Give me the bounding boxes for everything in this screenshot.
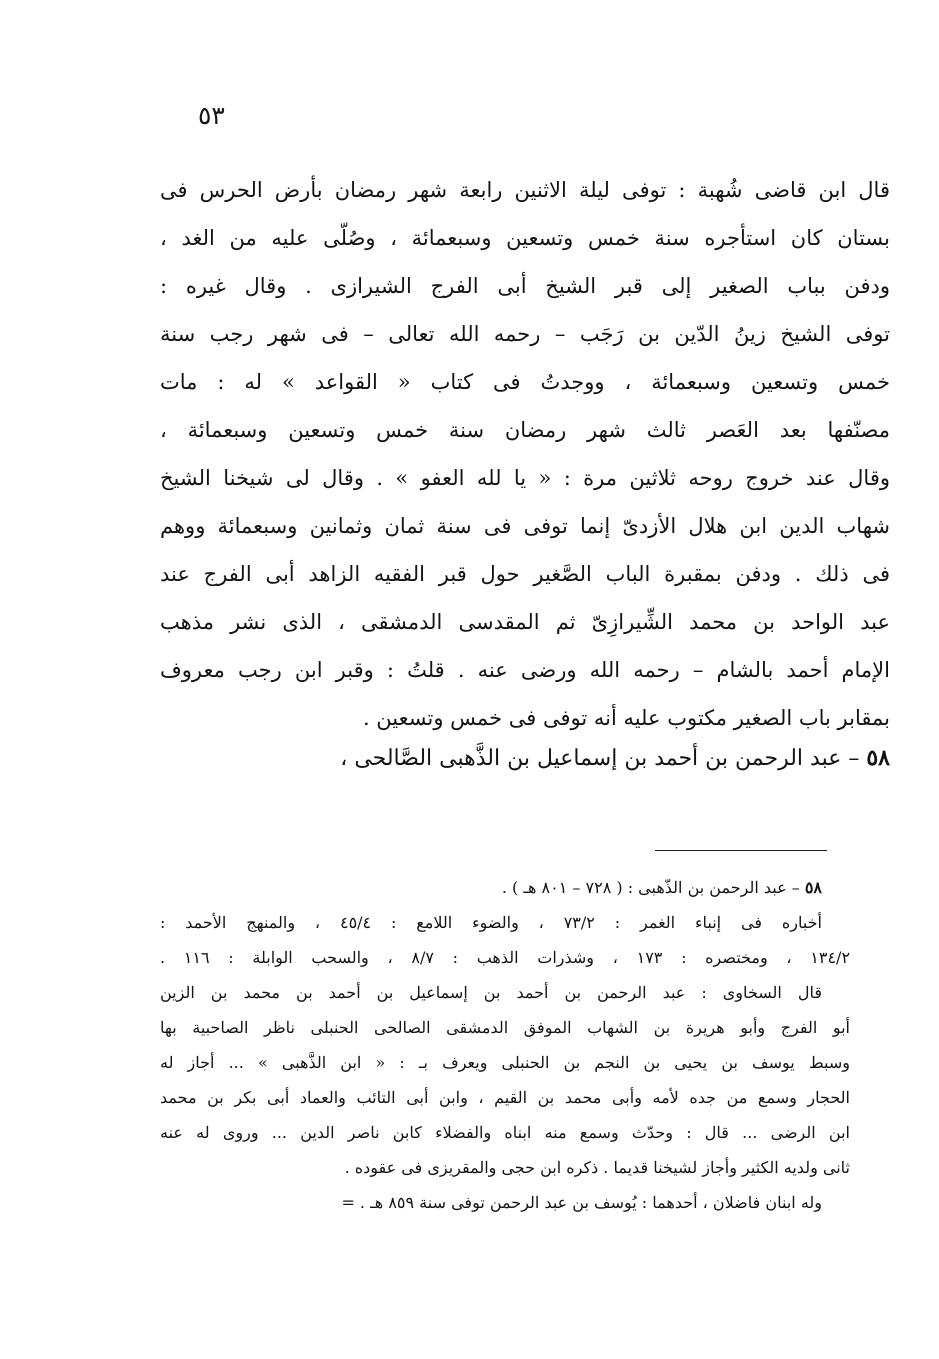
main-text-line: فى ذلك . ودفن بمقبرة الباب الصَّغير حول قبر الفقيه الزاهد أبى الفرج عند xyxy=(160,562,890,586)
entry-heading xyxy=(200,733,890,784)
main-text-block xyxy=(160,166,890,742)
footnote-heading xyxy=(160,870,850,905)
main-text-line: قال ابن قاضى شُهبة : توفى ليلة الاثنين رابعة شهر رمضان بأرض الحرس فى xyxy=(160,178,890,202)
footnote-line: وسبط يوسف بن يحيى بن النجم بن الحنبلى ويعرف بـ : « ابن الذَّهبى » ... أجاز له xyxy=(160,1053,850,1072)
main-text-line: عبد الواحد بن محمد الشِّيرازِىّ ثم المقدسى الدمشقى ، الذى نشر مذهب xyxy=(160,610,890,634)
footnote-line: ١٣٤/٢ ، ومختصره : ١٧٣ ، وشذرات الذهب : ٨/٧ ، والسحب الوابلة : ١١٦ . xyxy=(160,948,850,967)
footnote-line: ثانى ولديه الكثير وأجاز لشيخنا قديما . ذكره ابن حجى والمقريزى فى عقوده . xyxy=(344,1158,850,1177)
footnotes-block xyxy=(160,870,850,1220)
entry-name: عبد الرحمن بن أحمد بن إسماعيل بن الذَّهبى الصَّالحى ، xyxy=(340,746,842,771)
main-text-line: مصنّفها بعد العَصر ثالث شهر رمضان سنة خمس وتسعين وسبعمائة ، xyxy=(160,418,890,442)
main-text-line: توفى الشيخ زينُ الدّين بن رَجَب – رحمه الله تعالى – فى شهر رجب سنة xyxy=(160,322,890,346)
footnote-line: قال السخاوى : عبد الرحمن بن أحمد بن إسماعيل بن أحمد بن محمد بن الزين xyxy=(160,983,822,1002)
footnote-line: وله ابنان فاضلان ، أحدهما : يُوسف بن عبد الرحمن توفى سنة ٨٥٩ هـ . = xyxy=(341,1193,822,1212)
page-number: ٥٣ xyxy=(198,101,225,130)
main-text-line: خمس وتسعين وسبعمائة ، ووجدتُ فى كتاب « القواعد » له : مات xyxy=(160,370,890,394)
entry-dash: – xyxy=(848,746,860,771)
footnote-line: ابن الرضى ... قال : وحدّث وسمع منه ابناه والفضلاء كابن ناصر الدين ... وروى له عنه xyxy=(160,1123,850,1142)
footnote-line: أبو الفرج وأبو هريرة بن الشهاب الموفق الدمشقى الصالحى الحنبلى ناظر الصاحبية بها xyxy=(160,1018,850,1037)
footnote-heading-text: – عبد الرحمن بن الذّهبى : ( ٧٢٨ – ٨٠١ هـ ) . xyxy=(501,878,800,897)
main-text-line: بمقابر باب الصغير مكتوب عليه أنه توفى فى خمس وتسعين . xyxy=(362,706,890,730)
main-text-line: ودفن بباب الصغير إلى قبر الشيخ أبى الفرج الشيرازى . وقال غيره : xyxy=(160,274,890,298)
footnote-line: أخباره فى إنباء الغمر : ٧٣/٢ ، والضوء اللامع : ٤٥/٤ ، والمنهج الأحمد : xyxy=(160,913,822,932)
footnote-number: ٥٨ xyxy=(804,878,822,897)
main-text-line: وقال عند خروج روحه ثلاثين مرة : « يا لله العفو » . وقال لى شيخنا الشيخ xyxy=(160,466,890,490)
main-text-line: الإمام أحمد بالشام – رحمه الله ورضى عنه . قلتُ : وقبر ابن رجب معروف xyxy=(160,658,890,682)
main-text-line: بستان كان استأجره سنة خمس وتسعين وسبعمائة ، وصُلّى عليه من الغد ، xyxy=(160,226,890,250)
entry-number: ٥٨ xyxy=(866,745,890,771)
footnote-line: الحجار وسمع من جده لأمه وأبى محمد بن القيم ، وابن أبى التائب والعماد أبى بكر بن محمد xyxy=(160,1088,850,1107)
footnote-divider xyxy=(655,850,827,851)
main-text-line: شهاب الدين ابن هلال الأزدىّ إنما توفى فى سنة ثمان وثمانين وسبعمائة ووهم xyxy=(160,514,890,538)
